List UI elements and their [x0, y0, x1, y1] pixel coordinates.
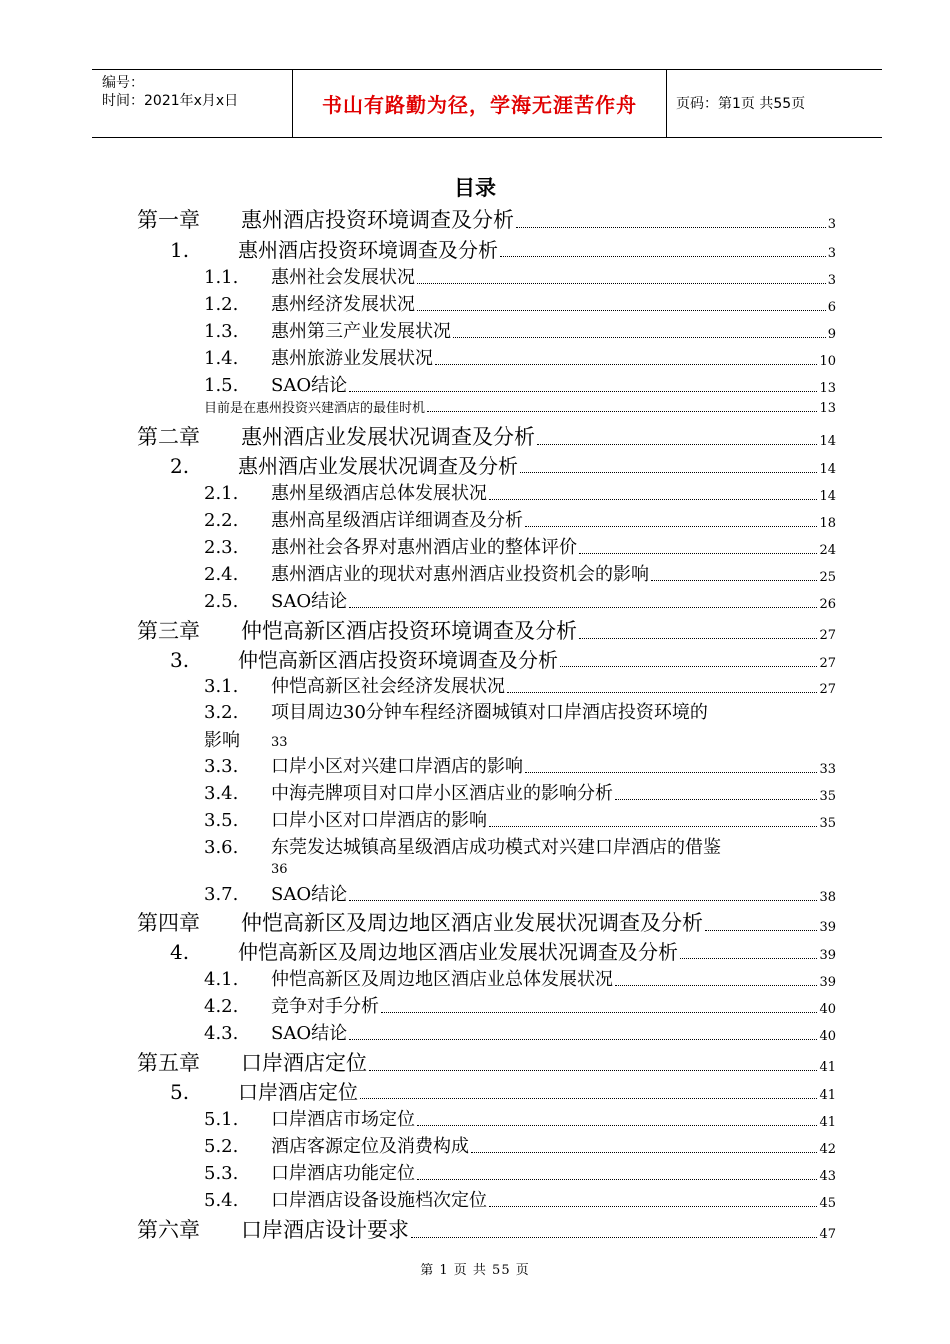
toc-text: 仲恺高新区及周边地区酒店业发展状况调查及分析 [238, 940, 678, 964]
toc-page: 40 [819, 1029, 836, 1044]
page-info: 页码：第1页 共55页 [676, 95, 806, 112]
toc-entry[interactable] [204, 294, 836, 316]
toc-number: 3.7. [204, 884, 239, 905]
toc-text: 惠州酒店业发展状况调查及分析 [241, 425, 535, 449]
toc-page: 43 [819, 1169, 836, 1184]
toc-page: 39 [819, 948, 836, 963]
toc-page: 9 [827, 327, 836, 342]
toc-leader [417, 309, 826, 311]
toc-leader [651, 579, 817, 581]
motto-text: 书山有路勤为径，学海无涯苦作舟 [322, 93, 637, 117]
toc-text: 惠州酒店业发展状况调查及分析 [238, 454, 518, 478]
toc-text: 东莞发达城镇高星级酒店成功模式对兴建口岸酒店的借鉴 [271, 837, 721, 858]
toc-text: 惠州第三产业发展状况 [271, 321, 451, 342]
toc-text: 惠州经济发展状况 [271, 294, 415, 315]
toc-leader [525, 771, 817, 773]
toc-leader [516, 226, 826, 228]
toc-text: 口岸酒店设计要求 [241, 1218, 409, 1242]
toc-entry[interactable] [137, 207, 836, 233]
toc-page: 38 [819, 890, 836, 905]
toc-text: 口岸酒店设备设施档次定位 [271, 1190, 487, 1211]
toc-page: 6 [827, 300, 836, 315]
toc-leader [381, 1011, 817, 1013]
toc-page: 13 [819, 401, 836, 416]
toc-leader [417, 1124, 817, 1126]
toc-page: 27 [819, 628, 836, 643]
toc-page: 27 [819, 682, 836, 697]
toc-text: SAO结论 [271, 1023, 348, 1044]
toc-page: 41 [819, 1060, 836, 1075]
toc-text: 口岸小区对口岸酒店的影响 [271, 810, 487, 831]
toc-page: 3 [827, 246, 836, 261]
toc-leader [579, 552, 817, 554]
toc-leader [453, 336, 826, 338]
toc-text-continuation: 影响 [204, 730, 240, 751]
toc-entry[interactable] [170, 1080, 836, 1104]
toc-text: 惠州酒店投资环境调查及分析 [238, 238, 498, 262]
toc-page: 10 [819, 354, 836, 369]
toc-entry[interactable] [204, 1109, 836, 1131]
toc-number: 1. [170, 238, 190, 262]
toc-text: 酒店客源定位及消费构成 [271, 1136, 469, 1157]
toc-number: 第六章 [137, 1218, 200, 1242]
toc-leader [349, 606, 817, 608]
toc-text: 惠州社会各界对惠州酒店业的整体评价 [271, 537, 577, 558]
toc-text: 目前是在惠州投资兴建酒店的最佳时机 [204, 401, 426, 416]
toc-text: 口岸酒店功能定位 [271, 1163, 415, 1184]
toc-number: 第一章 [137, 208, 200, 232]
toc-text: 惠州星级酒店总体发展状况 [271, 483, 487, 504]
label-time: 时间：2021年x月x日 [102, 93, 239, 109]
toc-leader [537, 443, 817, 445]
toc-page: 33 [271, 735, 288, 750]
toc-text: 中海壳牌项目对口岸小区酒店业的影响分析 [271, 783, 613, 804]
toc-number: 1.1. [204, 267, 239, 288]
toc-leader [507, 691, 817, 693]
toc-entry[interactable] [204, 591, 836, 613]
toc-leader [417, 282, 826, 284]
toc-number: 4. [170, 940, 190, 964]
toc-text: 口岸酒店定位 [241, 1051, 367, 1075]
toc-number: 4.1. [204, 969, 239, 990]
toc-page: 3 [827, 273, 836, 288]
toc-page: 27 [819, 656, 836, 671]
toc-number: 1.2. [204, 294, 239, 315]
toc-page: 41 [819, 1115, 836, 1130]
toc-number: 第五章 [137, 1051, 200, 1075]
toc-entry[interactable] [204, 267, 836, 289]
toc-leader [435, 363, 817, 365]
toc-text: 口岸酒店市场定位 [271, 1109, 415, 1130]
toc-text: SAO结论 [271, 884, 348, 905]
toc-number: 3.1. [204, 676, 239, 697]
toc-number: 2.4. [204, 564, 239, 585]
toc-leader [489, 498, 817, 500]
toc-page: 13 [819, 381, 836, 396]
toc-number: 1.5. [204, 375, 239, 396]
toc-number: 4.3. [204, 1023, 239, 1044]
toc-page: 25 [819, 570, 836, 585]
toc-entry[interactable] [204, 375, 836, 397]
toc-entry-wrapped[interactable] [204, 837, 721, 859]
toc-leader [411, 1236, 817, 1238]
toc-text: 惠州酒店投资环境调查及分析 [241, 208, 514, 232]
toc-leader [615, 984, 817, 986]
toc-entry-wrapped[interactable] [204, 702, 708, 724]
toc-number: 5.2. [204, 1136, 239, 1157]
toc-entry[interactable] [204, 1190, 836, 1212]
toc-entry[interactable] [204, 1136, 836, 1158]
toc-text: 仲恺高新区社会经济发展状况 [271, 676, 505, 697]
toc-entry[interactable] [137, 1217, 836, 1243]
toc-leader [427, 410, 817, 412]
toc-entry[interactable] [204, 676, 836, 698]
toc-text: 惠州社会发展状况 [271, 267, 415, 288]
toc-text: 仲恺高新区及周边地区酒店业发展状况调查及分析 [241, 911, 703, 935]
toc-entry[interactable] [204, 483, 836, 505]
toc-page: 18 [819, 516, 836, 531]
toc-page: 39 [819, 975, 836, 990]
toc-entry[interactable] [204, 1163, 836, 1185]
toc-page: 35 [819, 816, 836, 831]
toc-number: 5. [170, 1080, 190, 1104]
toc-entry[interactable] [137, 424, 836, 450]
toc-page: 26 [819, 597, 836, 612]
toc-page: 3 [827, 217, 836, 232]
toc-page: 42 [819, 1142, 836, 1157]
toc-entry[interactable] [204, 884, 836, 906]
toc-text: 惠州旅游业发展状况 [271, 348, 433, 369]
toc-number: 2.3. [204, 537, 239, 558]
toc-number: 3.6. [204, 837, 239, 858]
toc-entry[interactable] [204, 537, 836, 559]
toc-entry[interactable] [204, 996, 836, 1018]
toc-number: 3.3. [204, 756, 239, 777]
toc-entry[interactable] [204, 348, 836, 370]
toc-number: 3.5. [204, 810, 239, 831]
toc-leader [520, 471, 817, 473]
toc-entry[interactable] [170, 454, 836, 478]
toc-page: 14 [819, 462, 836, 477]
toc-leader [471, 1151, 817, 1153]
toc-number: 第二章 [137, 425, 200, 449]
toc-leader [349, 390, 817, 392]
toc-text: 竞争对手分析 [271, 996, 379, 1017]
toc-text: SAO结论 [271, 591, 348, 612]
toc-leader [489, 825, 817, 827]
toc-leader [417, 1178, 817, 1180]
toc-number: 1.3. [204, 321, 239, 342]
toc-page: 35 [819, 789, 836, 804]
toc-page: 14 [819, 489, 836, 504]
toc-number: 2.1. [204, 483, 239, 504]
toc-leader [560, 665, 817, 667]
toc-number: 3.2. [204, 702, 239, 723]
toc-text: 仲恺高新区及周边地区酒店业总体发展状况 [271, 969, 613, 990]
toc-page: 24 [819, 543, 836, 558]
toc-number: 第三章 [137, 619, 200, 643]
toc-number: 5.1. [204, 1109, 239, 1130]
toc-text: 口岸小区对兴建口岸酒店的影响 [271, 756, 523, 777]
toc-text: 口岸酒店定位 [238, 1080, 358, 1104]
toc-leader [360, 1097, 817, 1099]
toc-text: 惠州高星级酒店详细调查及分析 [271, 510, 523, 531]
toc-text: 惠州酒店业的现状对惠州酒店业投资机会的影响 [271, 564, 649, 585]
toc-leader [615, 798, 817, 800]
toc-text: 项目周边30分钟车程经济圈城镇对口岸酒店投资环境的 [271, 702, 708, 723]
toc-number: 3.4. [204, 783, 239, 804]
toc-entry[interactable] [204, 969, 836, 991]
toc-leader [525, 525, 817, 527]
toc-entry[interactable] [204, 321, 836, 343]
toc-number: 5.3. [204, 1163, 239, 1184]
toc-entry[interactable] [204, 783, 836, 805]
toc-number: 2.5. [204, 591, 239, 612]
toc-page: 41 [819, 1088, 836, 1103]
toc-page: 36 [271, 862, 288, 877]
toc-page: 45 [819, 1196, 836, 1211]
toc-page: 33 [819, 762, 836, 777]
toc-page: 39 [819, 920, 836, 935]
toc-page: 14 [819, 434, 836, 449]
toc-number: 第四章 [137, 911, 200, 935]
label-number: 编号： [102, 75, 144, 91]
toc-entry[interactable] [204, 564, 836, 586]
toc-entry[interactable] [137, 910, 836, 936]
toc-title: 目录 [454, 176, 496, 200]
toc-number: 4.2. [204, 996, 239, 1017]
toc-entry[interactable] [137, 618, 836, 644]
toc-leader [349, 1038, 817, 1040]
toc-leader [579, 637, 817, 639]
toc-leader [680, 957, 817, 959]
toc-entry[interactable] [170, 238, 836, 262]
toc-number: 1.4. [204, 348, 239, 369]
toc-page: 40 [819, 1002, 836, 1017]
toc-entry[interactable] [204, 401, 836, 417]
toc-leader [349, 899, 817, 901]
toc-entry[interactable] [204, 756, 836, 778]
toc-entry[interactable] [170, 940, 836, 964]
page-footer: 第 1 页 共 55 页 [420, 1263, 530, 1278]
toc-number: 5.4. [204, 1190, 239, 1211]
toc-leader [500, 255, 826, 257]
toc-leader [705, 929, 817, 931]
toc-entry-continuation[interactable] [204, 730, 240, 752]
toc-entry[interactable] [204, 1023, 836, 1045]
toc-entry[interactable] [204, 810, 836, 832]
toc-number: 2.2. [204, 510, 239, 531]
toc-entry[interactable] [137, 1050, 836, 1076]
toc-page: 47 [819, 1227, 836, 1242]
toc-leader [489, 1205, 817, 1207]
toc-text: SAO结论 [271, 375, 348, 396]
toc-leader [369, 1069, 817, 1071]
toc-number: 2. [170, 454, 190, 478]
toc-text: 仲恺高新区酒店投资环境调查及分析 [241, 619, 577, 643]
toc-entry[interactable] [170, 648, 836, 672]
toc-entry[interactable] [204, 510, 836, 532]
toc-text: 仲恺高新区酒店投资环境调查及分析 [238, 648, 558, 672]
toc-number: 3. [170, 648, 190, 672]
